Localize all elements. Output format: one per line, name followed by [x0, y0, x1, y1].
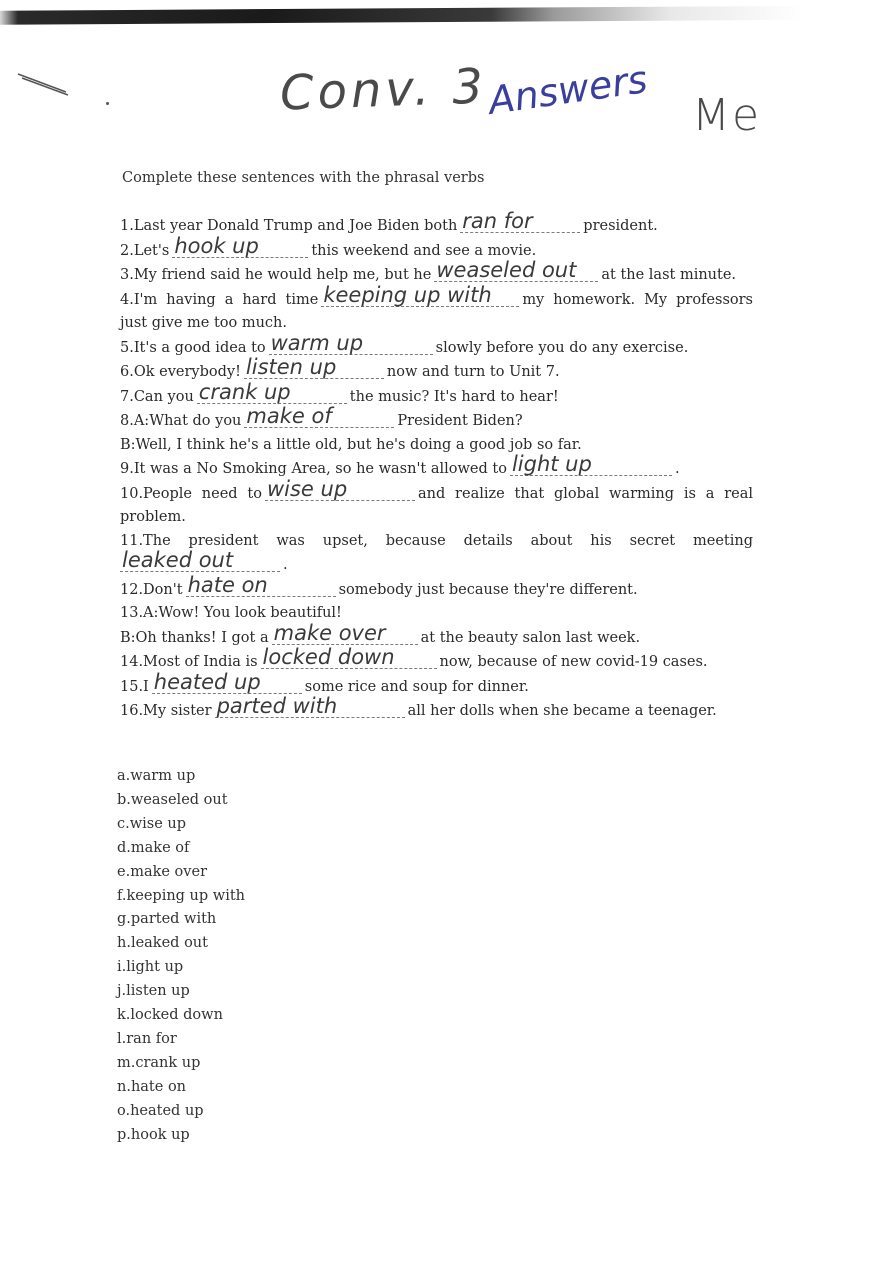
stray-dot	[106, 102, 109, 105]
handwritten-answer: keeping up with	[323, 282, 492, 307]
answer-blank[interactable]	[244, 404, 394, 428]
answer-blank[interactable]	[321, 282, 519, 307]
answer-blank[interactable]	[261, 645, 437, 669]
sentence-11b: leaked out .	[122, 548, 288, 573]
pen-mark-icon	[16, 70, 72, 100]
answer-blank[interactable]	[186, 572, 336, 597]
sentence-10: 10.People need to wise up and realize that global warming is a real problem.	[120, 476, 753, 525]
option-item: n.hate on	[117, 1078, 187, 1095]
answer-blank[interactable]	[244, 355, 384, 379]
option-item: l.ran for	[117, 1030, 177, 1047]
option-item: i.light up	[117, 959, 184, 976]
sentence-1: 1.Last year Donald Trump and Joe Biden both ran for president.	[120, 209, 658, 234]
answer-blank[interactable]	[197, 379, 347, 404]
handwritten-answer: parted with	[216, 694, 338, 718]
option-item: f.keeping up with	[117, 887, 246, 904]
handwritten-title: Conv. 3	[279, 58, 488, 122]
option-item: d.make of	[117, 839, 190, 856]
handwritten-answer: listen up	[245, 355, 337, 379]
answer-blank[interactable]	[152, 669, 302, 694]
option-item: p.hook up	[117, 1126, 190, 1143]
sentence-5: 5.It's a good idea to warm up slowly before you do any exercise.	[120, 330, 689, 356]
handwritten-answer: light up	[511, 452, 592, 476]
handwritten-answer: warm up	[270, 330, 364, 355]
answer-blank[interactable]	[265, 476, 415, 501]
sentence-11: 11.The president was upset, because details about his secret meeting	[120, 532, 753, 549]
handwritten-answer: leaked out	[122, 548, 234, 572]
sentence-2: 2.Let's hook up this weekend and see a movie.	[120, 233, 537, 259]
option-list	[117, 765, 245, 1148]
sentence-7: 7.Can you crank up the music? It's hard to hear!	[120, 379, 559, 405]
option-item: k.locked down	[117, 1007, 223, 1024]
answer-blank[interactable]	[120, 548, 280, 572]
sentence-8: 8.A:What do you make of President Biden?	[120, 404, 523, 429]
handwritten-answer: hate on	[187, 572, 268, 597]
handwritten-answers-note: Answers	[485, 57, 651, 123]
sentence-15: 15.I heated up some rice and soup for dinner.	[120, 669, 529, 695]
option-item: m.crank up	[117, 1054, 201, 1071]
sentence-13b: B:Oh thanks! I got a make over at the beauty salon last week.	[120, 620, 641, 646]
handwritten-answer: make over	[273, 620, 386, 645]
instructions: Complete these sentences with the phrasal verbs	[122, 170, 485, 186]
handwritten-answer: weaseled out	[436, 258, 577, 282]
sentence-6: 6.Ok everybody! listen up now and turn to Unit 7.	[120, 355, 560, 380]
sentence-12: 12.Don't hate on somebody just because they're different.	[120, 572, 638, 598]
sentence-9: 9.It was a No Smoking Area, so he wasn't allowed to light up .	[120, 452, 680, 477]
answer-blank[interactable]	[272, 620, 418, 645]
answer-blank[interactable]	[460, 209, 580, 233]
sentence-3: 3.My friend said he would help me, but he weaseled out at the last minute.	[120, 258, 737, 283]
handwritten-answer: make of	[246, 404, 332, 428]
option-item: g.parted with	[117, 911, 217, 928]
sentence-4: 4.I'm having a hard time keeping up with my homework. My professors just give me too much.	[120, 282, 753, 331]
option-item: o.heated up	[117, 1102, 204, 1119]
answer-blank[interactable]	[434, 258, 598, 282]
handwritten-name: Me	[692, 90, 762, 141]
sentence-8b: B:Well, I think he's a little old, but he's doing a good job so far.	[120, 436, 582, 453]
handwritten-answer: heated up	[153, 669, 261, 694]
option-item: a.warm up	[117, 768, 196, 784]
sentence-list	[120, 209, 753, 724]
handwritten-answer: crank up	[198, 379, 291, 404]
handwritten-answer: wise up	[266, 476, 348, 501]
handwritten-answer: hook up	[174, 233, 259, 258]
option-item: h.leaked out	[117, 935, 208, 952]
answer-blank[interactable]	[510, 452, 672, 476]
scan-edge-shadow	[0, 5, 893, 24]
answer-blank[interactable]	[269, 330, 433, 355]
handwritten-answer: ran for	[462, 209, 533, 233]
option-item: j.listen up	[117, 983, 190, 1000]
sentence-14: 14.Most of India is locked down now, because of new covid-19 cases.	[120, 645, 708, 670]
answer-blank[interactable]	[172, 233, 308, 258]
sentence-13: 13.A:Wow! You look beautiful!	[120, 605, 342, 621]
sentence-16: 16.My sister parted with all her dolls when she became a teenager.	[120, 694, 717, 719]
option-item: b.weaseled out	[117, 791, 228, 808]
handwritten-answer: locked down	[262, 645, 395, 669]
answer-blank[interactable]	[215, 694, 405, 718]
option-item: e.make over	[117, 863, 207, 880]
option-item: c.wise up	[117, 815, 187, 832]
